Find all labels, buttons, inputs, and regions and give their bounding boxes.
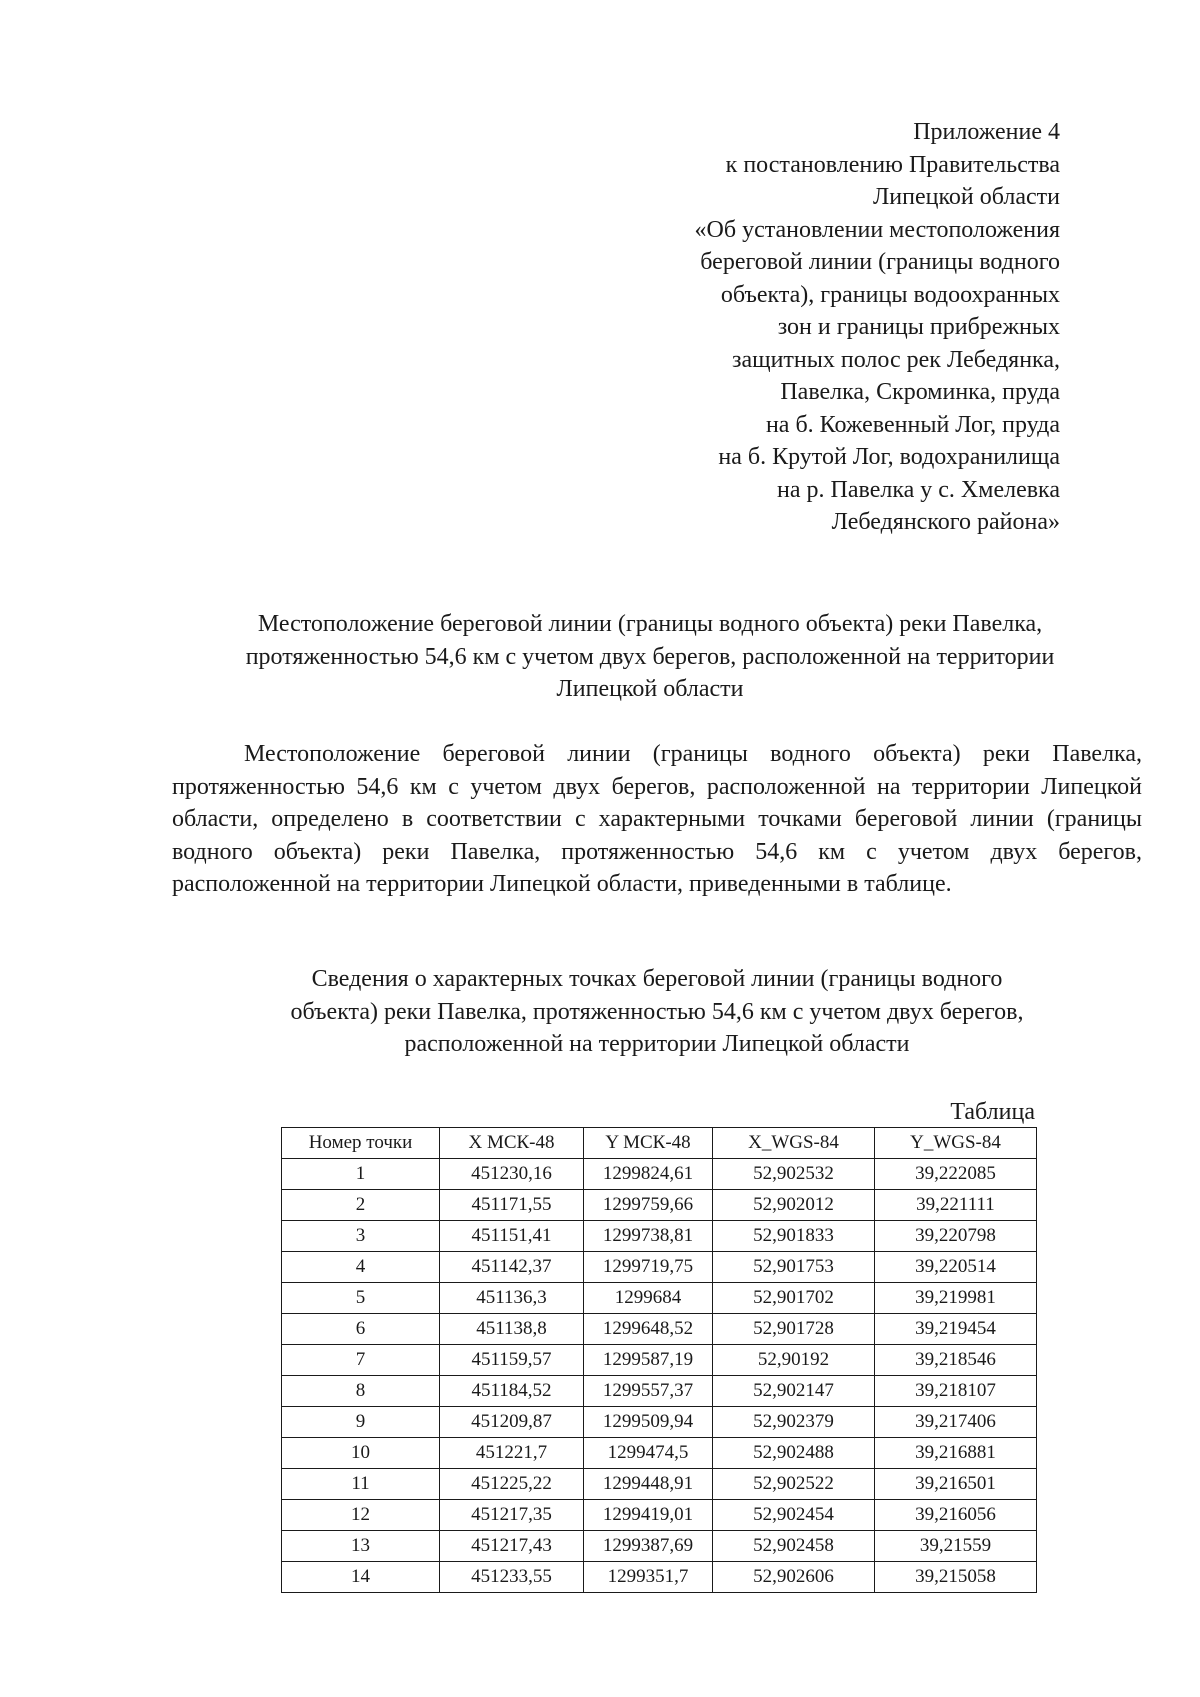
appendix-line: к постановлению Правительства [725, 151, 1060, 178]
cell-point-number: 3 [282, 1221, 440, 1252]
body-text [172, 738, 1142, 901]
appendix-line: «Об установлении местоположения [694, 216, 1060, 243]
cell-y-msk48: 1299719,75 [584, 1252, 713, 1283]
table-row [282, 1438, 1037, 1469]
cell-x-wgs84: 52,902379 [713, 1407, 875, 1438]
cell-x-msk48: 451233,55 [440, 1562, 584, 1593]
cell-y-wgs84: 39,219981 [875, 1283, 1037, 1314]
cell-x-wgs84: 52,902606 [713, 1562, 875, 1593]
cell-y-msk48: 1299824,61 [584, 1159, 713, 1190]
appendix-line: Лебедянского района» [831, 509, 1060, 535]
cell-point-number: 6 [282, 1314, 440, 1345]
appendix-header [695, 116, 1060, 539]
header-y-wgs84: Y_WGS-84 [875, 1128, 1037, 1159]
table-row [282, 1190, 1037, 1221]
cell-point-number: 8 [282, 1376, 440, 1407]
document-heading [170, 608, 1130, 706]
header-x-msk48: X МСК-48 [440, 1128, 584, 1159]
cell-y-wgs84: 39,216501 [875, 1469, 1037, 1500]
cell-x-wgs84: 52,902532 [713, 1159, 875, 1190]
cell-x-msk48: 451151,41 [440, 1221, 584, 1252]
cell-y-msk48: 1299351,7 [584, 1562, 713, 1593]
table-row [282, 1500, 1037, 1531]
cell-point-number: 12 [282, 1500, 440, 1531]
table-header-row [282, 1128, 1037, 1159]
cell-x-wgs84: 52,902454 [713, 1500, 875, 1531]
cell-y-msk48: 1299419,01 [584, 1500, 713, 1531]
table-body [282, 1159, 1037, 1593]
cell-point-number: 2 [282, 1190, 440, 1221]
cell-point-number: 10 [282, 1438, 440, 1469]
header-y-msk48: Y МСК-48 [584, 1128, 713, 1159]
cell-x-msk48: 451171,55 [440, 1190, 584, 1221]
cell-x-msk48: 451225,22 [440, 1469, 584, 1500]
appendix-line: береговой линии (границы водного [700, 249, 1060, 275]
heading-line: Местоположение береговой линии (границы водного объекта) реки Павелка, [257, 611, 1043, 637]
cell-x-wgs84: 52,902458 [713, 1531, 875, 1562]
cell-y-msk48: 1299448,91 [584, 1469, 713, 1500]
cell-y-wgs84: 39,219454 [875, 1314, 1037, 1345]
body-paragraph: Местоположение береговой линии (границы водного объекта) реки Павелка, протяженностью 54,6 км с учетом двух берегов, расположенной на территории Липецкой области, определено в соответствии с характерными точками береговой линии (границы водного объекта) реки Павелка, протяженностью 54,6 км с учетом двух берегов, расположенной на территории Липецкой области, приведенными в таблице. [172, 741, 1142, 897]
cell-y-msk48: 1299509,94 [584, 1407, 713, 1438]
cell-y-msk48: 1299738,81 [584, 1221, 713, 1252]
appendix-line: Приложение 4 [913, 119, 1060, 145]
cell-y-wgs84: 39,21559 [875, 1531, 1037, 1562]
cell-y-wgs84: 39,215058 [875, 1562, 1037, 1593]
cell-y-msk48: 1299387,69 [584, 1531, 713, 1562]
cell-point-number: 11 [282, 1469, 440, 1500]
cell-point-number: 7 [282, 1345, 440, 1376]
cell-x-wgs84: 52,902522 [713, 1469, 875, 1500]
cell-y-wgs84: 39,220514 [875, 1252, 1037, 1283]
table-caption-line: Сведения о характерных точках береговой линии (границы водного [311, 966, 1003, 992]
cell-y-wgs84: 39,221111 [875, 1190, 1037, 1221]
table-header [282, 1128, 1037, 1159]
cell-y-msk48: 1299648,52 [584, 1314, 713, 1345]
table-caption-line: объекта) реки Павелка, протяженностью 54,6 км с учетом двух берегов, [290, 998, 1024, 1025]
cell-y-msk48: 1299587,19 [584, 1345, 713, 1376]
cell-x-wgs84: 52,90192 [713, 1345, 875, 1376]
heading-line: Липецкой области [556, 676, 744, 702]
cell-y-wgs84: 39,216881 [875, 1438, 1037, 1469]
cell-x-msk48: 451230,16 [440, 1159, 584, 1190]
cell-point-number: 13 [282, 1531, 440, 1562]
coordinates-table [281, 1127, 1037, 1593]
cell-x-msk48: 451136,3 [440, 1283, 584, 1314]
cell-point-number: 1 [282, 1159, 440, 1190]
table-caption-line: расположенной на территории Липецкой области [404, 1031, 910, 1057]
table-row [282, 1562, 1037, 1593]
table-row [282, 1283, 1037, 1314]
appendix-line: Липецкой области [873, 184, 1060, 210]
cell-y-wgs84: 39,217406 [875, 1407, 1037, 1438]
table-row [282, 1314, 1037, 1345]
table-label: Таблица [950, 1099, 1035, 1125]
cell-x-wgs84: 52,902147 [713, 1376, 875, 1407]
cell-x-msk48: 451138,8 [440, 1314, 584, 1345]
cell-y-msk48: 1299684 [584, 1283, 713, 1314]
cell-y-msk48: 1299557,37 [584, 1376, 713, 1407]
appendix-line: защитных полос рек Лебедянка, [731, 346, 1060, 373]
appendix-line: Павелка, Скроминка, пруда [780, 379, 1060, 405]
appendix-line: объекта), границы водоохранных [720, 281, 1060, 308]
appendix-line: на б. Крутой Лог, водохранилища [718, 444, 1060, 470]
header-point-number: Номер точки [282, 1128, 440, 1159]
cell-point-number: 9 [282, 1407, 440, 1438]
cell-point-number: 14 [282, 1562, 440, 1593]
cell-x-msk48: 451221,7 [440, 1438, 584, 1469]
appendix-line: на р. Павелка у с. Хмелевка [777, 476, 1060, 503]
cell-x-wgs84: 52,902488 [713, 1438, 875, 1469]
cell-x-msk48: 451142,37 [440, 1252, 584, 1283]
cell-x-wgs84: 52,902012 [713, 1190, 875, 1221]
cell-y-wgs84: 39,216056 [875, 1500, 1037, 1531]
cell-x-wgs84: 52,901753 [713, 1252, 875, 1283]
table-row [282, 1221, 1037, 1252]
table-row [282, 1407, 1037, 1438]
cell-point-number: 4 [282, 1252, 440, 1283]
cell-x-msk48: 451217,43 [440, 1531, 584, 1562]
cell-x-msk48: 451217,35 [440, 1500, 584, 1531]
cell-x-wgs84: 52,901833 [713, 1221, 875, 1252]
table-row [282, 1531, 1037, 1562]
cell-x-msk48: 451184,52 [440, 1376, 584, 1407]
table-row [282, 1252, 1037, 1283]
cell-y-wgs84: 39,220798 [875, 1221, 1037, 1252]
cell-x-wgs84: 52,901702 [713, 1283, 875, 1314]
table-row [282, 1469, 1037, 1500]
cell-x-msk48: 451209,87 [440, 1407, 584, 1438]
cell-point-number: 5 [282, 1283, 440, 1314]
cell-y-wgs84: 39,218107 [875, 1376, 1037, 1407]
cell-y-wgs84: 39,218546 [875, 1345, 1037, 1376]
table-caption [172, 963, 1142, 1061]
cell-y-msk48: 1299474,5 [584, 1438, 713, 1469]
cell-x-wgs84: 52,901728 [713, 1314, 875, 1345]
table-row [282, 1159, 1037, 1190]
cell-x-msk48: 451159,57 [440, 1345, 584, 1376]
appendix-line: зон и границы прибрежных [777, 314, 1060, 340]
table-row [282, 1345, 1037, 1376]
appendix-line: на б. Кожевенный Лог, пруда [765, 411, 1060, 438]
cell-y-msk48: 1299759,66 [584, 1190, 713, 1221]
heading-line: протяженностью 54,6 км с учетом двух берегов, расположенной на территории [245, 643, 1055, 670]
header-x-wgs84: X_WGS-84 [713, 1128, 875, 1159]
table-row [282, 1376, 1037, 1407]
cell-y-wgs84: 39,222085 [875, 1159, 1037, 1190]
